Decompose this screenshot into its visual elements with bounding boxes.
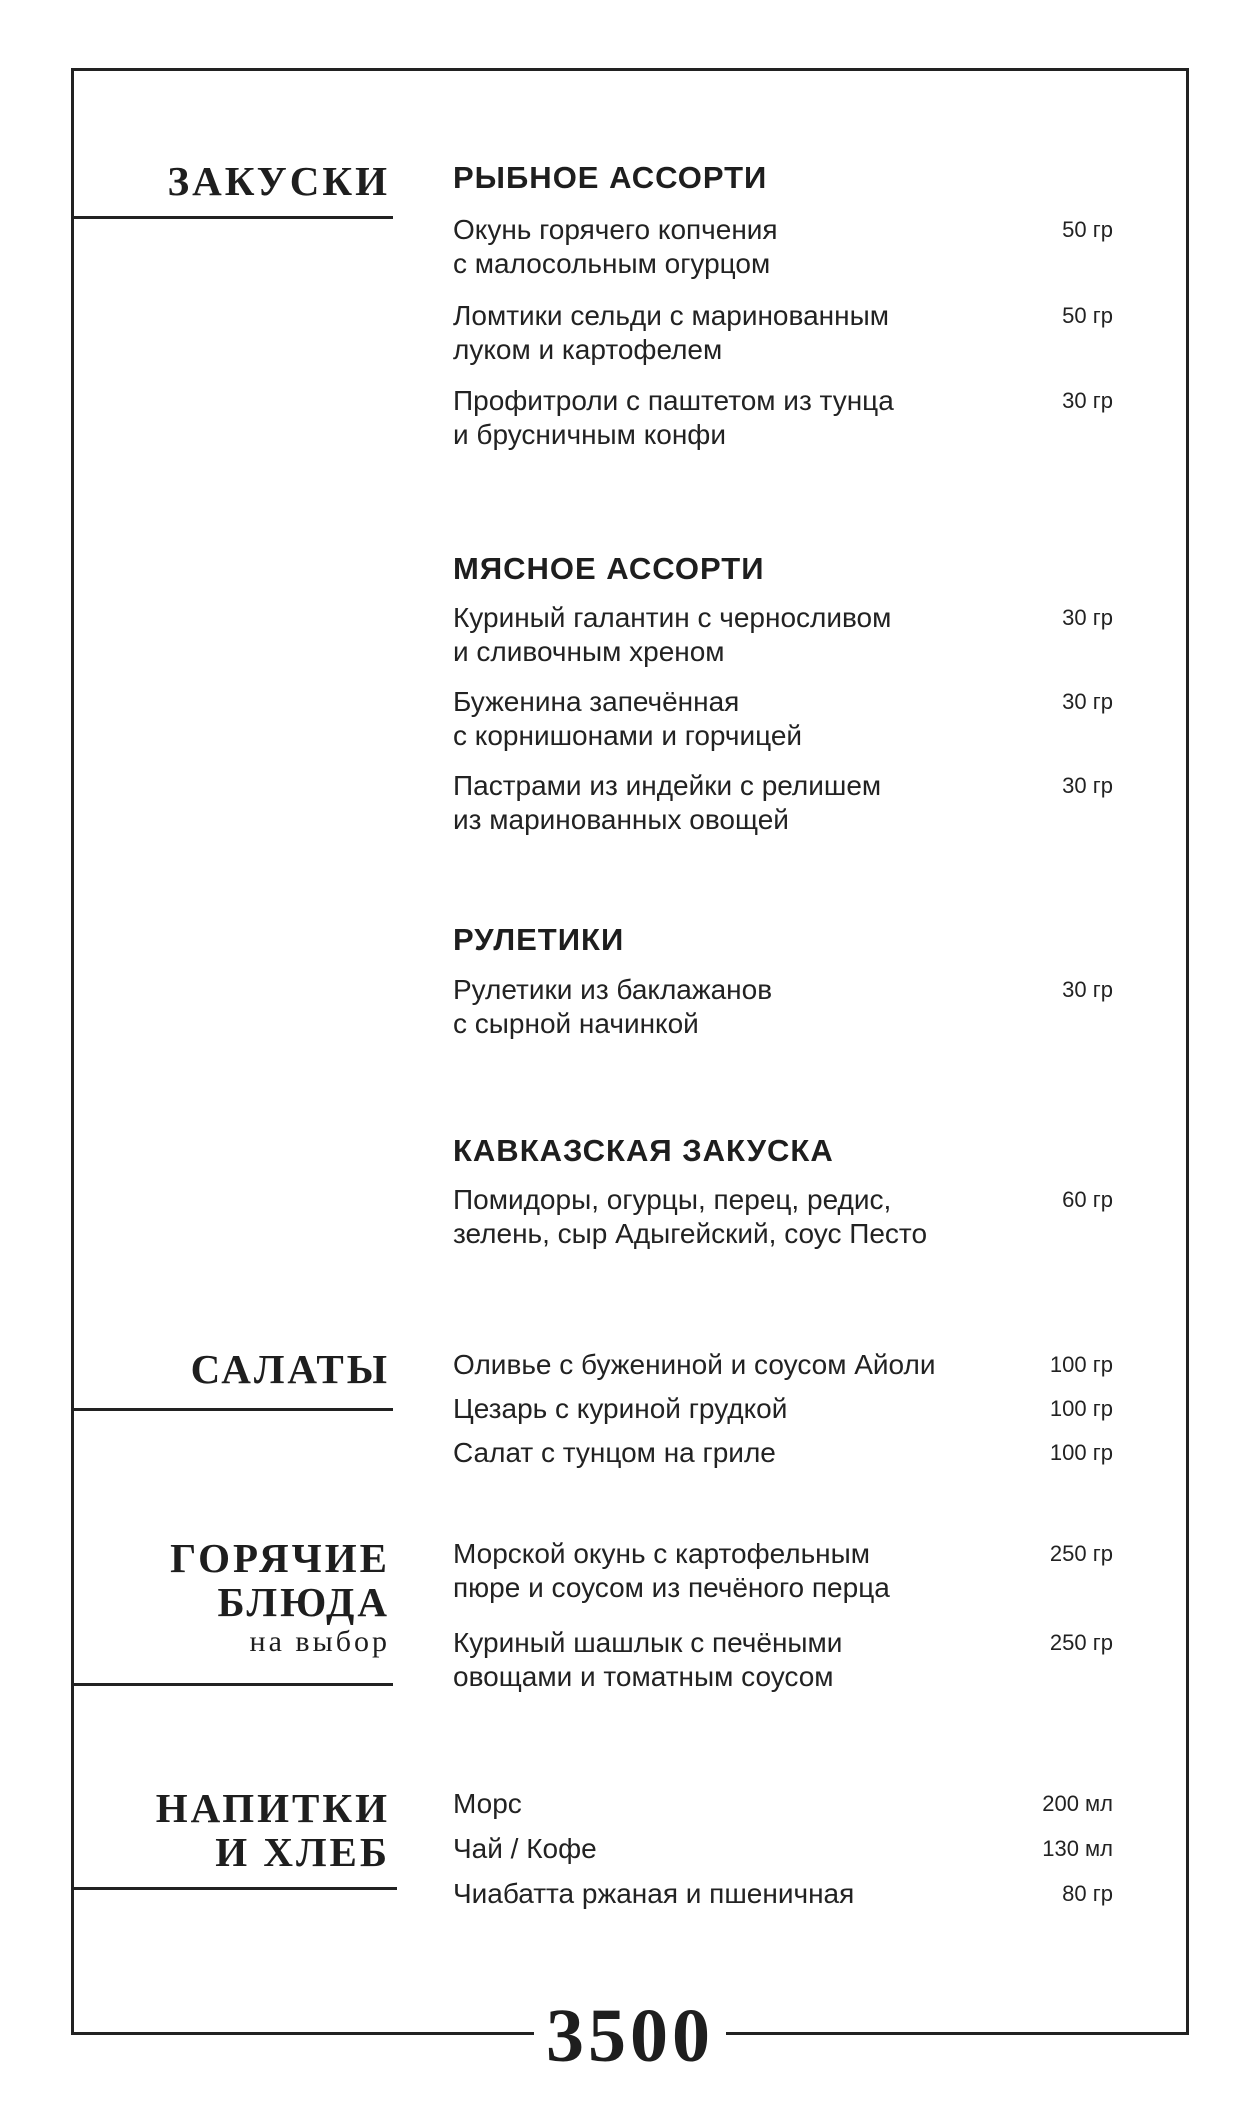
item-qty: 50 гр	[1062, 217, 1113, 242]
item-name-cont: пюре и соусом из печёного перца	[453, 1572, 890, 1603]
menu-item	[453, 1348, 1113, 1382]
group-title-caucasus: КАВКАЗСКАЯ ЗАКУСКА	[453, 1133, 834, 1168]
item-name: Пастрами из индейки с релишем	[453, 770, 882, 801]
item-name: Оливье с бужениной и соусом Айоли	[453, 1349, 936, 1380]
menu-item	[453, 384, 1113, 452]
menu-item	[453, 1392, 1113, 1426]
item-name: Морс	[453, 1788, 522, 1819]
item-qty: 30 гр	[1062, 605, 1113, 630]
menu-item	[453, 769, 1113, 837]
menu-item	[453, 1877, 1113, 1911]
menu-item	[453, 1436, 1113, 1470]
item-qty: 100 гр	[1049, 1352, 1113, 1377]
menu-item	[453, 1537, 1113, 1605]
menu-item	[453, 213, 1113, 281]
menu-item	[453, 1183, 1113, 1251]
item-name: Окунь горячего копчения	[453, 214, 778, 245]
menu-item	[453, 601, 1113, 669]
menu-item	[453, 685, 1113, 753]
item-name: Чай / Кофе	[453, 1833, 597, 1864]
item-name-cont: и сливочным хреном	[453, 636, 725, 667]
item-name: Куриный шашлык с печёными	[453, 1627, 843, 1658]
item-name-cont: зелень, сыр Адыгейский, соус Песто	[453, 1218, 928, 1249]
section-title-salaty: САЛАТЫ	[190, 1346, 390, 1392]
item-name: Ломтики сельди с маринованным	[453, 300, 889, 331]
item-name: Буженина запечённая	[453, 686, 740, 717]
item-qty: 60 гр	[1062, 1187, 1113, 1212]
item-name: Салат с тунцом на гриле	[453, 1437, 776, 1468]
section-title-goryachie: ГОРЯЧИЕ БЛЮДА на выбор	[170, 1535, 390, 1658]
item-name-cont: из маринованных овощей	[453, 804, 789, 835]
item-qty: 30 гр	[1062, 977, 1113, 1002]
set-price: 3500	[71, 1998, 1189, 2074]
item-name: Чиабатта ржаная и пшеничная	[453, 1878, 855, 1909]
menu-item	[453, 1787, 1113, 1821]
item-name: Морской окунь с картофельным	[453, 1538, 871, 1569]
section-title-zakuski: ЗАКУСКИ	[167, 158, 390, 204]
menu-item	[453, 299, 1113, 367]
group-title-rolls: РУЛЕТИКИ	[453, 922, 625, 957]
item-name: Цезарь с куриной грудкой	[453, 1393, 788, 1424]
group-title-meat: МЯСНОЕ АССОРТИ	[453, 551, 765, 586]
item-name: Рулетики из баклажанов	[453, 974, 773, 1005]
price-block	[71, 1994, 1189, 2078]
item-name: Помидоры, огурцы, перец, редис,	[453, 1184, 892, 1215]
item-name-cont: овощами и томатным соусом	[453, 1661, 834, 1692]
item-name-cont: и брусничным конфи	[453, 419, 726, 450]
group-title-fish: РЫБНОЕ АССОРТИ	[453, 160, 768, 195]
item-qty: 200 мл	[1042, 1791, 1113, 1816]
section-rule	[71, 1683, 393, 1686]
item-name: Куриный галантин с черносливом	[453, 602, 892, 633]
item-qty: 130 мл	[1042, 1836, 1113, 1861]
menu-item	[453, 1626, 1113, 1694]
item-name-cont: луком и картофелем	[453, 334, 723, 365]
section-subtitle: на выбор	[249, 1625, 390, 1658]
section-rule	[71, 216, 393, 219]
item-name-cont: с сырной начинкой	[453, 1008, 699, 1039]
item-name-cont: с корнишонами и горчицей	[453, 720, 803, 751]
item-name: Профитроли с паштетом из тунца	[453, 385, 894, 416]
section-rule	[71, 1408, 393, 1411]
item-qty: 50 гр	[1062, 303, 1113, 328]
item-qty: 250 гр	[1049, 1541, 1113, 1566]
item-qty: 100 гр	[1049, 1396, 1113, 1421]
item-qty: 30 гр	[1062, 773, 1113, 798]
item-qty: 80 гр	[1062, 1881, 1113, 1906]
item-qty: 250 гр	[1049, 1630, 1113, 1655]
section-title-napitki: НАПИТКИ И ХЛЕБ	[155, 1785, 390, 1875]
item-qty: 100 гр	[1049, 1440, 1113, 1465]
item-name-cont: с малосольным огурцом	[453, 248, 771, 279]
menu-item	[453, 973, 1113, 1041]
item-qty: 30 гр	[1062, 388, 1113, 413]
menu-item	[453, 1832, 1113, 1866]
section-rule	[71, 1887, 397, 1890]
item-qty: 30 гр	[1062, 689, 1113, 714]
